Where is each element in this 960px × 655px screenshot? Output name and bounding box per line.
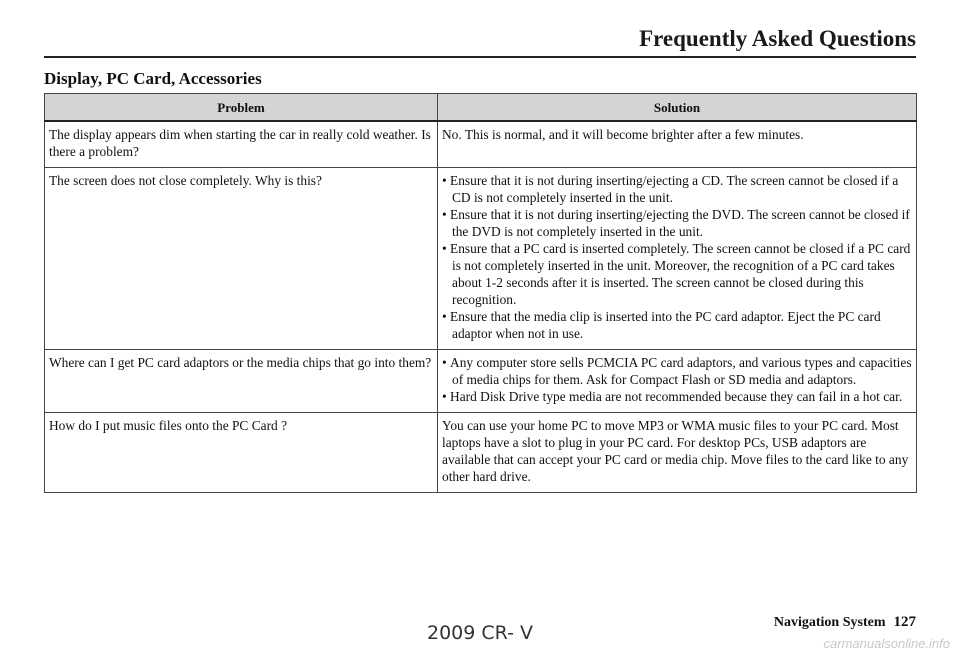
model-watermark: 2009 CR- V [427, 622, 533, 644]
column-header-problem: Problem [45, 94, 438, 122]
solution-bullet: • Any computer store sells PCMCIA PC card adaptors, and various types and capacities of media chips for them. Ask for Compact Flash or SD media and adaptors. [442, 354, 912, 388]
solution-bullet-list [442, 354, 912, 405]
solution-cell [438, 168, 917, 350]
column-header-solution: Solution [438, 94, 917, 122]
solution-bullet: • Ensure that the media clip is inserted into the PC card adaptor. Eject the PC card adaptor when not in use. [442, 308, 912, 342]
table-row [45, 413, 917, 493]
page-number: 127 [893, 614, 916, 630]
footer-section-name: Navigation System [773, 615, 886, 630]
problem-cell: The screen does not close completely. Why is this? [45, 168, 438, 350]
faq-table [44, 93, 917, 493]
solution-bullet-list [442, 172, 912, 342]
solution-cell: No. This is normal, and it will become brighter after a few minutes. [438, 121, 917, 168]
table-header-row [45, 94, 917, 122]
solution-bullet: • Ensure that it is not during inserting/ejecting the DVD. The screen cannot be closed if the DVD is not completely inserted in the unit. [442, 206, 912, 240]
solution-bullet: • Ensure that a PC card is inserted completely. The screen cannot be closed if a PC card is not completely inserted in the unit. Moreover, the recognition of a PC card takes about 1-2 seconds after it is inserted. The screen cannot be closed during this recognition. [442, 240, 912, 308]
table-row [45, 350, 917, 413]
problem-cell: How do I put music files onto the PC Card ? [45, 413, 438, 493]
solution-bullet: • Hard Disk Drive type media are not recommended because they can fail in a hot car. [442, 388, 912, 405]
table-row [45, 168, 917, 350]
table-row [45, 121, 917, 168]
page-title: Frequently Asked Questions [639, 26, 916, 51]
problem-cell: Where can I get PC card adaptors or the media chips that go into them? [45, 350, 438, 413]
solution-cell: You can use your home PC to move MP3 or WMA music files to your PC card. Most laptops have a slot to plug in your PC card. For desktop PCs, USB adaptors are available that can accept your PC card or media chip. Move files to the card like to any other hard drive. [438, 413, 917, 493]
site-watermark: carmanualsonline.info [823, 636, 950, 651]
problem-cell: The display appears dim when starting the car in really cold weather. Is there a problem? [45, 121, 438, 168]
header-divider [44, 56, 916, 58]
solution-cell [438, 350, 917, 413]
section-heading: Display, PC Card, Accessories [44, 69, 262, 88]
solution-bullet: • Ensure that it is not during inserting/ejecting a CD. The screen cannot be closed if a CD is not completely inserted in the unit. [442, 172, 912, 206]
